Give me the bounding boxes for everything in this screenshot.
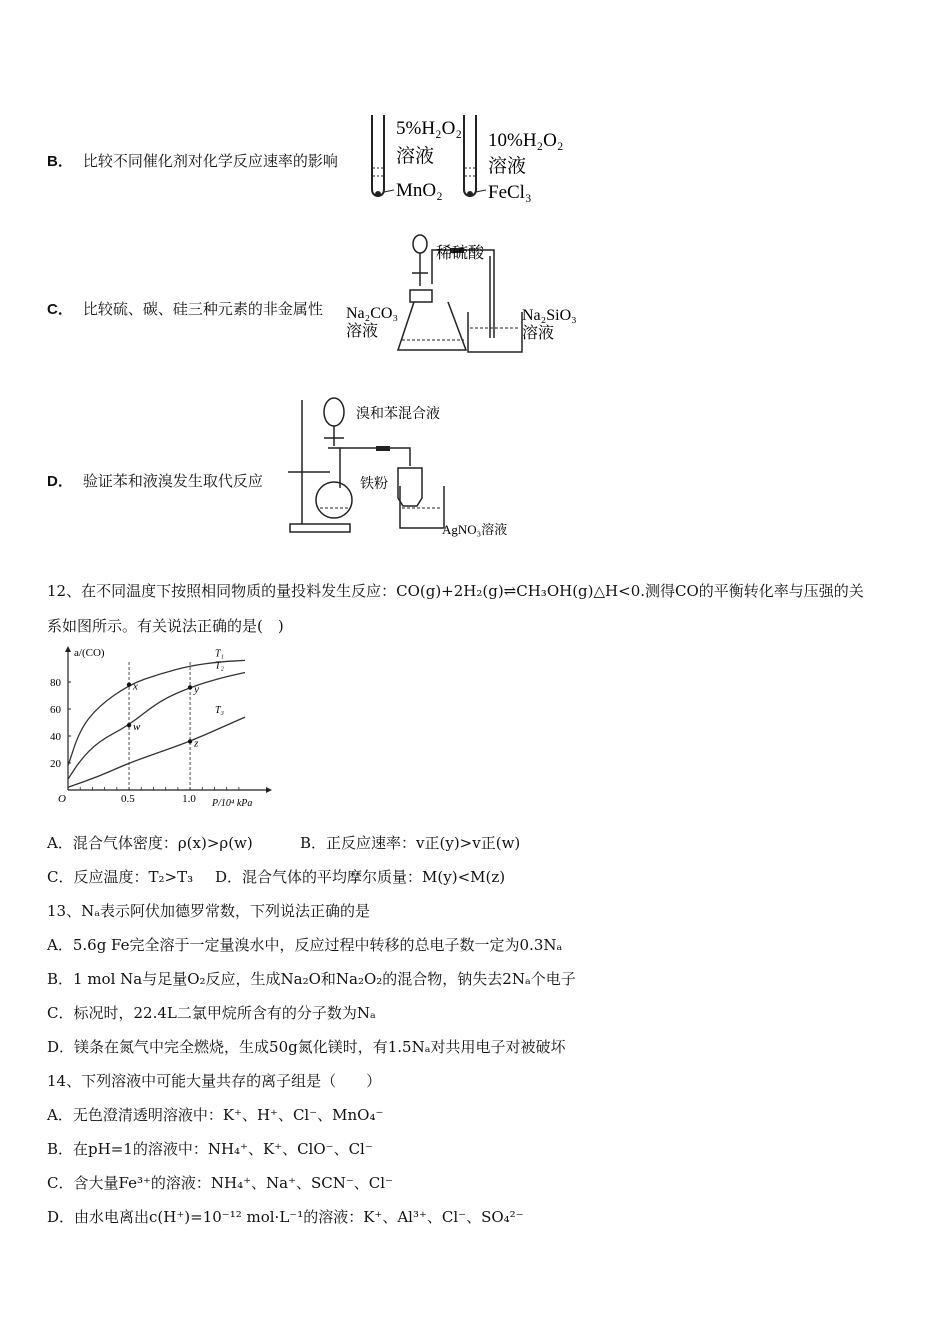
data-point (188, 739, 192, 743)
y-tick-label: 60 (50, 704, 61, 716)
x-tick-label: 1.0 (182, 793, 196, 805)
option-text: 验证苯和液溴发生取代反应 (82, 472, 263, 490)
q12-stem-line1: 12、在不同温度下按照相同物质的量投料发生反应：CO(g)+2H₂(g)⇌CH₃OH(g)△H<0.测得CO的平衡转化率与压强的关 (47, 582, 864, 600)
data-point-label: w (133, 721, 141, 734)
q12-option-c: C．反应温度：T₂>T₃ (47, 868, 194, 886)
iron-powder-label: 铁粉 (360, 477, 388, 492)
conversion-pressure-chart (40, 640, 290, 815)
acid-label: 稀硫酸 (436, 245, 485, 262)
flask-label-line1: Na₂CO₃ (346, 305, 399, 322)
flask-label-line2: 溶液 (346, 323, 379, 340)
q14-option-d: D．由水电离出c(H⁺)=10⁻¹² mol·L⁻¹的溶液：K⁺、Al³⁺、Cl⁻、SO₄²⁻ (47, 1208, 524, 1226)
q14-option-b: B．在pH=1的溶液中：NH₄⁺、K⁺、ClO⁻、Cl⁻ (47, 1140, 373, 1158)
tube2-label-line2: 溶液 (488, 156, 527, 177)
data-point-label: x (133, 680, 138, 693)
x-axis-arrow (266, 787, 272, 793)
silver-nitrate-label: AgNO₃溶液 (442, 522, 508, 537)
funnel-label: 溴和苯混合液 (356, 407, 440, 422)
q13-option-b: B．1 mol Na与足量O₂反应，生成Na₂O和Na₂O₂的混合物，钠失去2Nₐ个电子 (47, 970, 576, 988)
option-text: 比较不同催化剂对化学反应速率的影响 (82, 152, 338, 170)
q13-option-a: A．5.6g Fe完全溶于一定量溴水中，反应过程中转移的总电子数一定为0.3Nₐ (47, 936, 563, 954)
series-line (68, 673, 245, 780)
series-label: T₁ (215, 648, 225, 660)
tube1-label-line2: 溶液 (396, 146, 435, 167)
tube2-catalyst-label: FeCl₃ (488, 182, 532, 203)
option-letter: C． (47, 301, 73, 318)
q13-stem: 13、Nₐ表示阿伏加德罗常数，下列说法正确的是 (47, 902, 371, 920)
data-point-label: z (194, 737, 199, 750)
tube1-label-line1: 5%H₂O₂ (396, 118, 463, 139)
q12-option-d: D．混合气体的平均摩尔质量：M(y)<M(z) (215, 868, 506, 886)
q12-stem-line2: 系如图所示。有关说法正确的是( ) (47, 617, 284, 635)
y-tick-label: 80 (50, 677, 61, 689)
q12-option-a: A．混合气体密度：ρ(x)>ρ(w) (47, 834, 253, 852)
origin-label: O (58, 793, 66, 805)
y-axis-label: a/(CO) (74, 647, 105, 659)
q14-option-a: A．无色澄清透明溶液中：K⁺、H⁺、Cl⁻、MnO₄⁻ (47, 1106, 384, 1124)
option-letter: B． (47, 153, 73, 170)
q13-option-c: C．标况时，22.4L二氯甲烷所含有的分子数为Nₐ (47, 1004, 376, 1022)
catalyst-test-tubes-figure (360, 110, 580, 205)
beaker-label-line1: Na₂SiO₃ (522, 307, 577, 324)
option-text: 比较硫、碳、硅三种元素的非金属性 (82, 300, 323, 318)
tube1-catalyst-label: MnO₂ (396, 180, 443, 201)
x-tick-label: 0.5 (121, 793, 135, 805)
series-label: T₃ (215, 705, 225, 717)
data-point-label: y (194, 683, 199, 696)
nonmetal-comparison-apparatus (340, 228, 610, 358)
q11-option-c (47, 298, 323, 319)
series-label: T₂ (215, 660, 225, 672)
tube2-label-line1: 10%H₂O₂ (488, 130, 564, 151)
q12-option-b: B．正反应速率：v正(y)>v正(w) (300, 834, 521, 852)
y-tick-label: 20 (50, 758, 61, 770)
q14-option-c: C．含大量Fe³⁺的溶液：NH₄⁺、Na⁺、SCN⁻、Cl⁻ (47, 1174, 393, 1192)
q11-option-d (47, 470, 263, 491)
option-letter: D． (47, 473, 73, 490)
bromination-apparatus (280, 390, 540, 545)
y-axis-arrow (65, 646, 71, 652)
y-tick-label: 40 (50, 731, 61, 743)
x-axis-label: P/10⁴ kPa (212, 798, 253, 809)
data-point (127, 723, 131, 727)
q14-stem: 14、下列溶液中可能大量共存的离子组是（ ） (47, 1072, 382, 1090)
q13-option-d: D．镁条在氮气中完全燃烧，生成50g氮化镁时，有1.5Nₐ对共用电子对被破坏 (47, 1038, 566, 1056)
q11-option-b (47, 150, 338, 171)
beaker-label-line2: 溶液 (522, 325, 555, 342)
data-point (188, 685, 192, 689)
data-point (127, 683, 131, 687)
series-line (68, 717, 245, 787)
